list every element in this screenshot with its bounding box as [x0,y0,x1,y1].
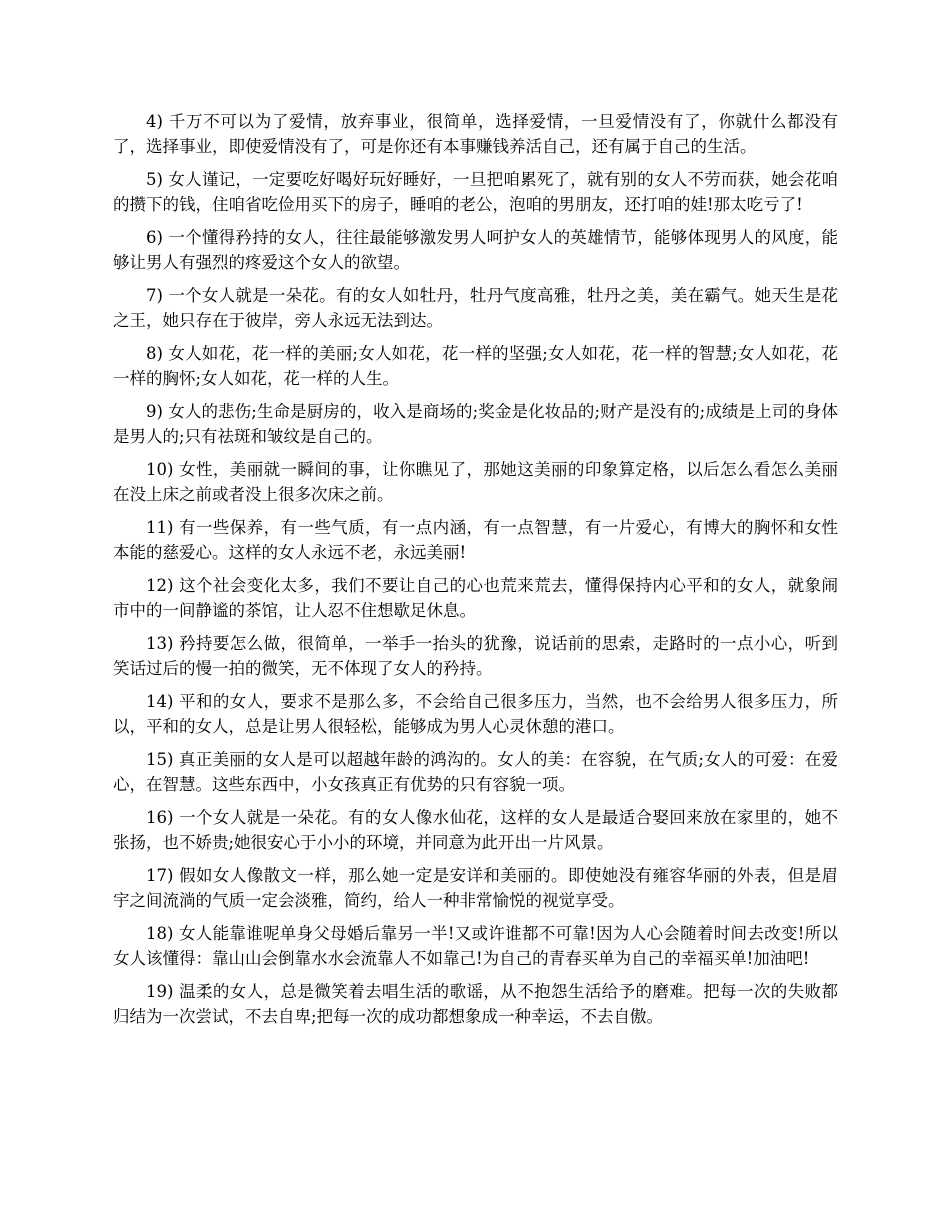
paragraph-17: 17) 假如女人像散文一样，那么她一定是安详和美丽的。即使她没有雍容华丽的外表，但是眉宇之间流淌的气质一定会淡雅，简约，给人一种非常愉悦的视觉享受。 [113,866,838,910]
paragraph-9: 9) 女人的悲伤;生命是厨房的，收入是商场的;奖金是化妆品的;财产是没有的;成绩是上司的身体是男人的;只有祛斑和皱纹是自己的。 [113,402,838,446]
paragraph-11: 11) 有一些保养，有一些气质，有一点内涵，有一点智慧，有一片爱心，有博大的胸怀和女性本能的慈爱心。这样的女人永远不老，永远美丽! [113,518,838,562]
paragraph-10: 10) 女性，美丽就一瞬间的事，让你瞧见了，那她这美丽的印象算定格，以后怎么看怎么美丽在没上床之前或者没上很多次床之前。 [113,460,838,504]
paragraph-15: 15) 真正美丽的女人是可以超越年龄的鸿沟的。女人的美：在容貌，在气质;女人的可爱：在爱心，在智慧。这些东西中，小女孩真正有优势的只有容貌一项。 [113,750,838,794]
paragraph-4: 4) 千万不可以为了爱情，放弃事业，很简单，选择爱情，一旦爱情没有了，你就什么都没有了，选择事业，即使爱情没有了，可是你还有本事赚钱养活自己，还有属于自己的生活。 [113,112,838,156]
paragraph-7: 7) 一个女人就是一朵花。有的女人如牡丹，牡丹气度高雅，牡丹之美，美在霸气。她天生是花之王，她只存在于彼岸，旁人永远无法到达。 [113,286,838,330]
paragraph-12: 12) 这个社会变化太多，我们不要让自己的心也荒来荒去，懂得保持内心平和的女人，就象闹市中的一间静谧的茶馆，让人忍不住想歇足休息。 [113,576,838,620]
paragraph-14: 14) 平和的女人，要求不是那么多，不会给自己很多压力，当然，也不会给男人很多压力，所以，平和的女人，总是让男人很轻松，能够成为男人心灵休憩的港口。 [113,692,838,736]
paragraph-16: 16) 一个女人就是一朵花。有的女人像水仙花，这样的女人是最适合娶回来放在家里的，她不张扬，也不娇贵;她很安心于小小的环境，并同意为此开出一片风景。 [113,808,838,852]
paragraph-5: 5) 女人谨记，一定要吃好喝好玩好睡好，一旦把咱累死了，就有别的女人不劳而获，她会花咱的攒下的钱，住咱省吃俭用买下的房子，睡咱的老公，泡咱的男朋友，还打咱的娃!那太吃亏了! [113,170,838,214]
paragraph-13: 13) 矜持要怎么做，很简单，一举手一抬头的犹豫，说话前的思索，走路时的一点小心，听到笑话过后的慢一拍的微笑，无不体现了女人的矜持。 [113,634,838,678]
paragraph-8: 8) 女人如花，花一样的美丽;女人如花，花一样的坚强;女人如花，花一样的智慧;女人如花，花一样的胸怀;女人如花，花一样的人生。 [113,344,838,388]
paragraph-6: 6) 一个懂得矜持的女人，往往最能够激发男人呵护女人的英雄情节，能够体现男人的风度，能够让男人有强烈的疼爱这个女人的欲望。 [113,228,838,272]
paragraph-18: 18) 女人能靠谁呢单身父母婚后靠另一半!又或许谁都不可靠!因为人心会随着时间去改变!所以女人该懂得：靠山山会倒靠水水会流靠人不如靠己!为自己的青春买单为自己的幸福买单!加油吧! [113,924,838,968]
paragraph-19: 19) 温柔的女人，总是微笑着去唱生活的歌谣，从不抱怨生活给予的磨难。把每一次的失败都归结为一次尝试，不去自卑;把每一次的成功都想象成一种幸运，不去自傲。 [113,982,838,1026]
document-page [113,109,838,1037]
